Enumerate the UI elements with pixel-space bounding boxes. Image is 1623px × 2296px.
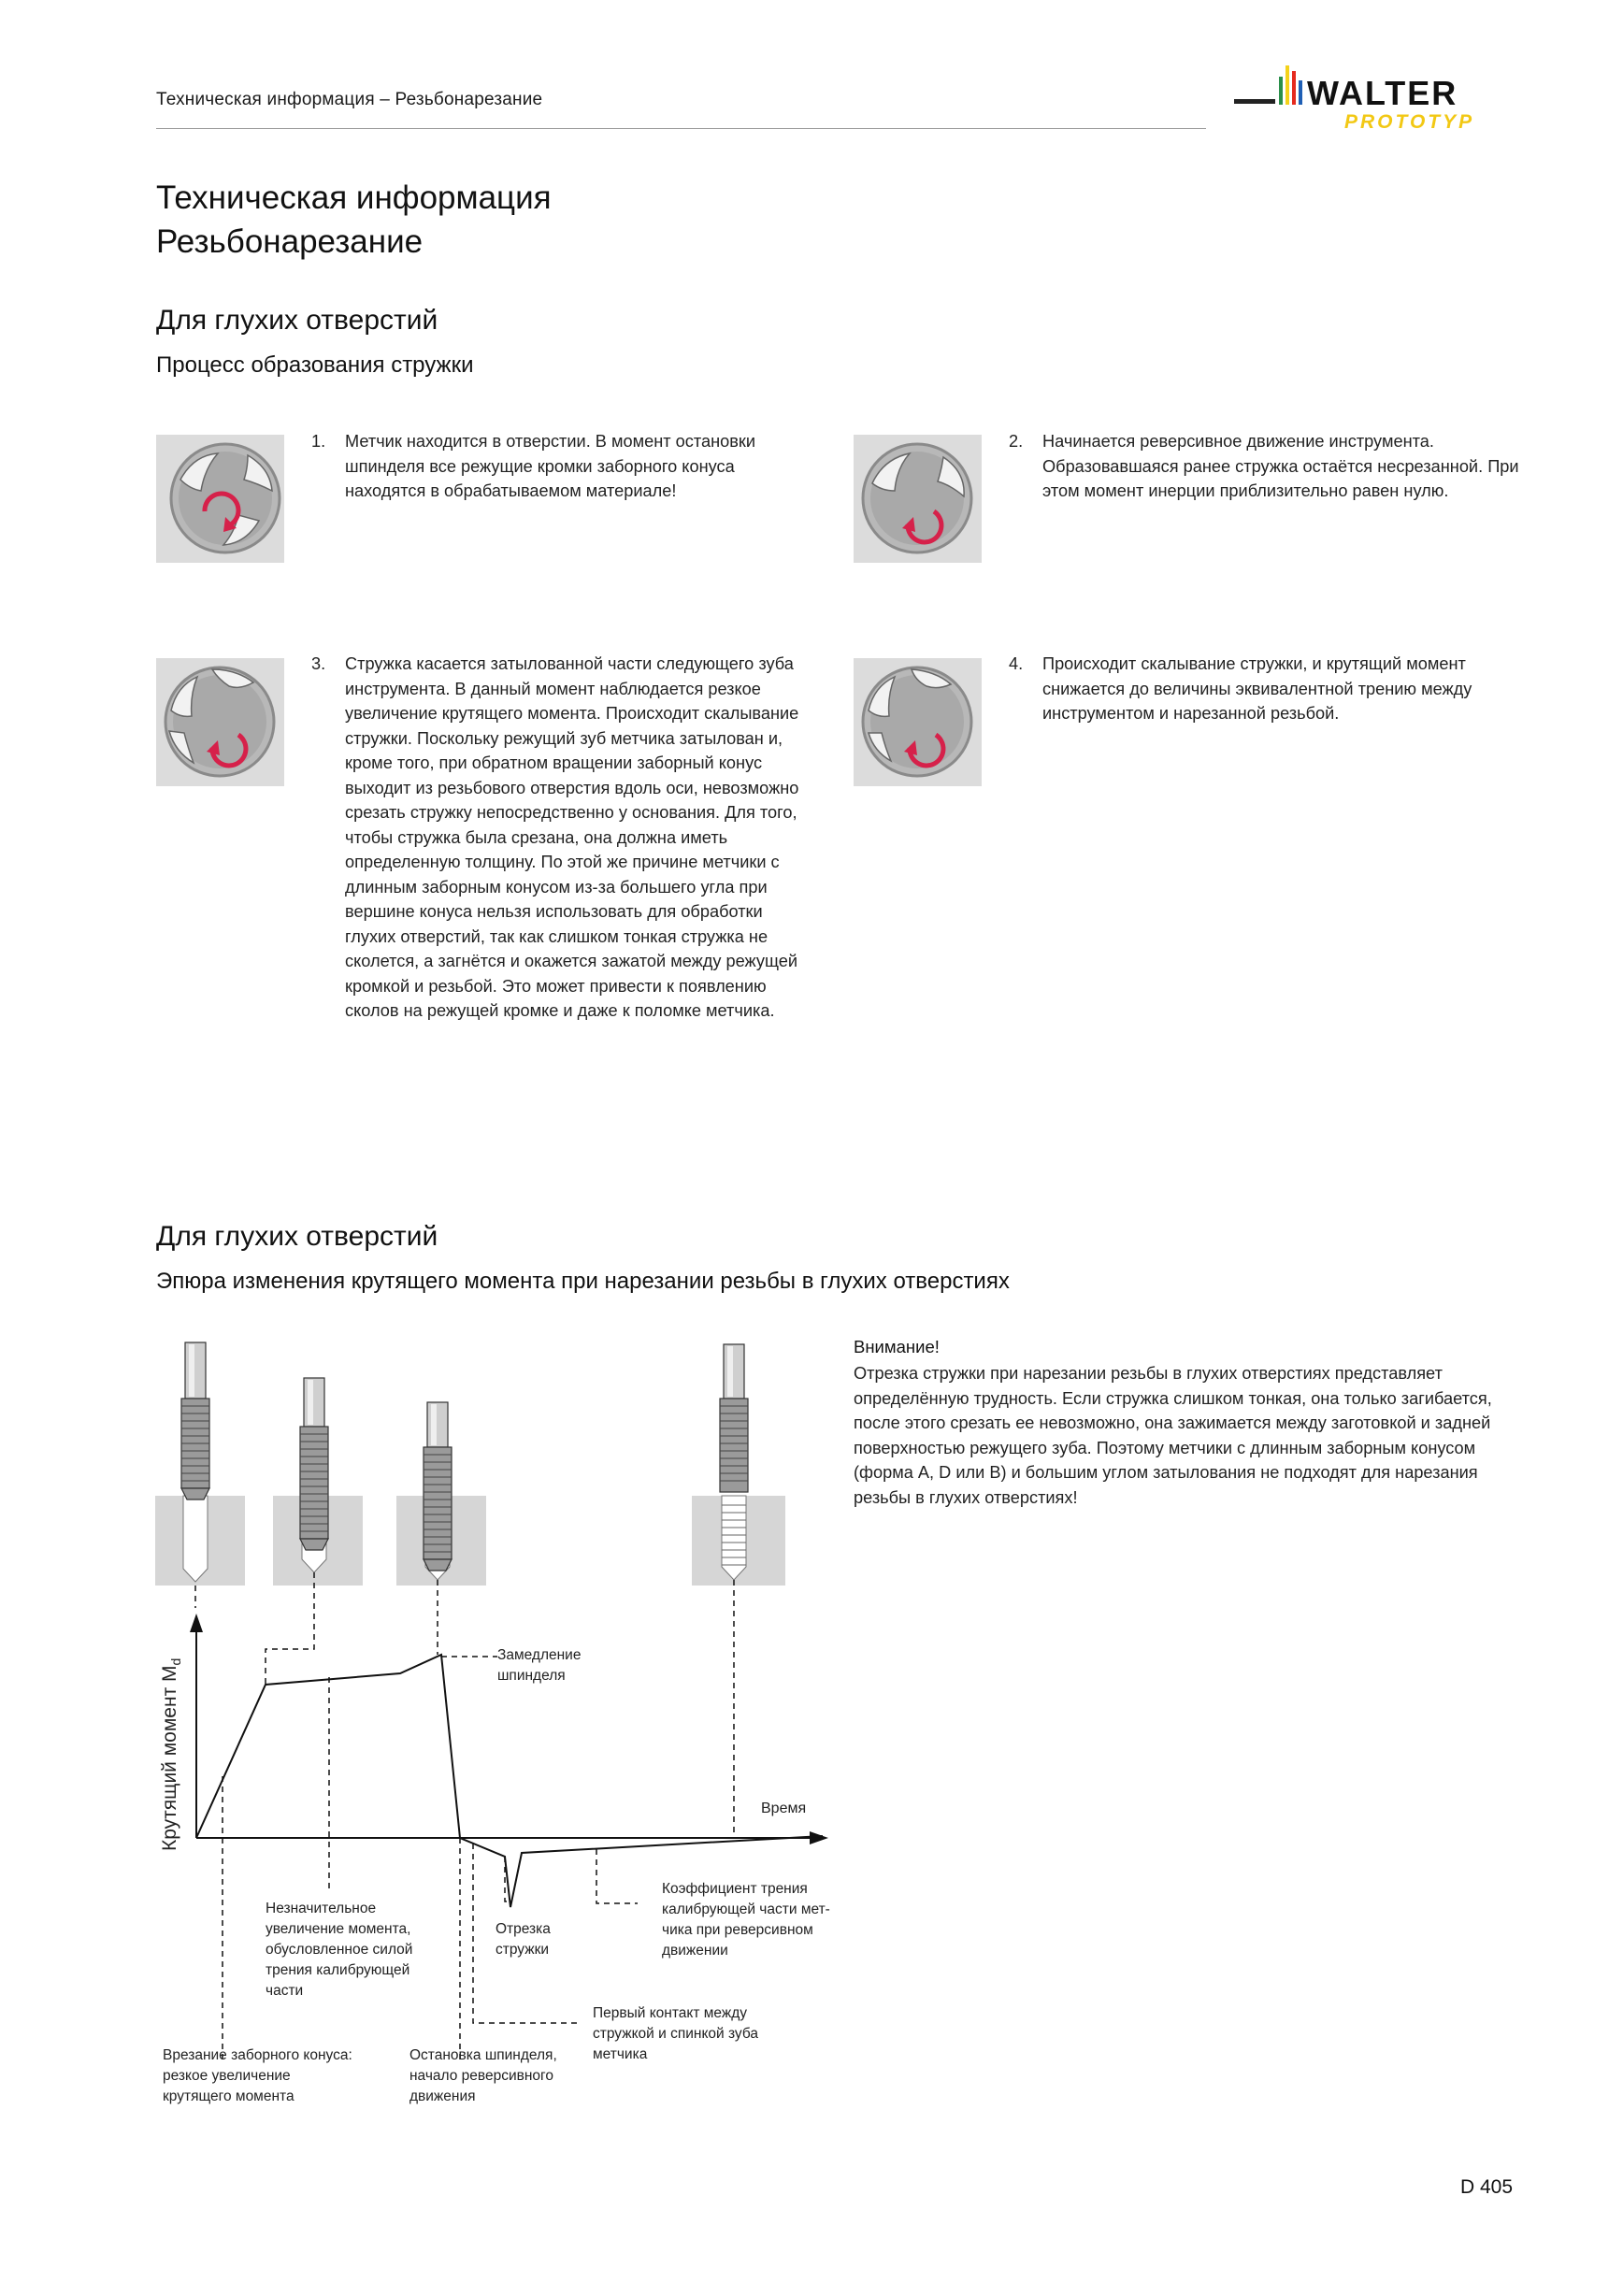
step1-number: 1. [311, 432, 326, 451]
page-title [156, 176, 552, 264]
workpiece-blocks [155, 1496, 785, 1586]
label-friction-coefficient: Коэффициент трения калибрующей части мет- чика при реверсивном движении [662, 1881, 830, 1959]
torque-curve [196, 1655, 823, 1907]
step2-tap-illustration [854, 435, 982, 563]
step3-tap-illustration [156, 658, 284, 786]
tap-2-illustration [300, 1378, 328, 1550]
x-axis-label: Время [761, 1801, 807, 1816]
section1-subheading: Процесс образования стружки [156, 352, 474, 378]
label-spindle-stop: Остановка шпинделя, начало реверсивного движения [409, 2047, 557, 2104]
page-number: D 405 [1460, 2176, 1514, 2198]
note-body: Отрезка стружки при нарезании резьбы в глухих отверстиях представляет определённую трудность. Если стружка слишком тонкая, она только загибается, после этого срезать ее невозможно, она зажимается между заготовкой и задней поверхностью режущего зуба. Поэтому метчики с длинным заборным конусом (форма A, D или B) и большим углом затылования не подходят для нарезания резьбы в глухих отверстиях! [854, 1364, 1492, 1507]
step2-text [1009, 429, 1521, 504]
y-axis-label: Крутящий момент $M_d$ [159, 1657, 183, 1851]
running-header: Техническая информация – Резьбонарезание [156, 90, 543, 109]
label-spindle-slowdown: Замедление шпинделя [497, 1647, 582, 1684]
page-title-line2: Резьбонарезание [156, 223, 424, 260]
step3-description: Стружка касается затылованной части следующего зуба инструмента. В данный момент наблюдается резкое увеличение крутящего момента. Происходит скалывание стружки. Поскольку режущий зуб метчика затылован и, кроме того, при обратном вращении заборный конус выходит из резьбового отверстия вдоль оси, невозможно срезать стружку непосредственно у основания. Для того, чтобы стружка была срезана, она должна иметь определенную толщину. По этой же причине метчики с длинным заборным конусом из-за большего угла при вершине конуса нельзя использовать для обработки глухих отверстий, так как слишком тонкая стружка не сколется, а загнётся и окажется зажатой между режущей кромкой и резьбой. Это может привести к появлению сколов на режущей кромке и даже к поломке метчика. [345, 654, 799, 1020]
step4-description: Происходит скалывание стружки, и крутящий момент снижается до величины эквивалентной трению между инструментом и нарезанной резьбой. [1042, 654, 1472, 723]
tap-3-illustration [424, 1402, 452, 1571]
step2-description: Начинается реверсивное движение инструмента. Образовавшаяся ранее стружка остаётся несрезанной. При этом момент инерции приблизительно равен нулю. [1042, 432, 1519, 500]
step1-tap-illustration [156, 435, 284, 563]
step4-text [1009, 652, 1521, 726]
walter-prototyp-logo [1234, 62, 1515, 136]
section1-heading: Для глухих отверстий [156, 305, 438, 336]
tap-1-illustration [181, 1342, 209, 1500]
label-slight-increase: Незначительное увеличение момента, обусловленное силой трения калибрующей части [266, 1901, 413, 1999]
logo-dash [1234, 99, 1275, 104]
step3-number: 3. [311, 654, 326, 673]
step4-number: 4. [1009, 654, 1024, 673]
step4-tap-illustration [854, 658, 982, 786]
section2-heading: Для глухих отверстий [156, 1221, 438, 1252]
logo-subbrand: PROTOTYP [1344, 111, 1475, 133]
header-divider [156, 128, 1206, 129]
step2-number: 2. [1009, 432, 1024, 451]
label-chip-cut: Отрезка стружки [496, 1921, 551, 1958]
label-first-contact: Первый контакт между стружкой и спинкой зуба метчика [593, 2005, 758, 2062]
step1-text [311, 429, 786, 504]
logo-wordmark: WALTER [1307, 74, 1458, 112]
label-chamfer-entry: Врезание заборного конуса: резкое увеличение крутящего момента [163, 2047, 352, 2104]
step1-description: Метчик находится в отверстии. В момент остановки шпинделя все режущие кромки заборного конуса находятся в обрабатываемом материале! [345, 432, 756, 500]
section2-subheading: Эпюра изменения крутящего момента при нарезании резьбы в глухих отверстиях [156, 1269, 1010, 1294]
page-title-line1: Техническая информация [156, 179, 552, 216]
note-title: Внимание! [854, 1337, 940, 1356]
step3-text [311, 652, 814, 1024]
